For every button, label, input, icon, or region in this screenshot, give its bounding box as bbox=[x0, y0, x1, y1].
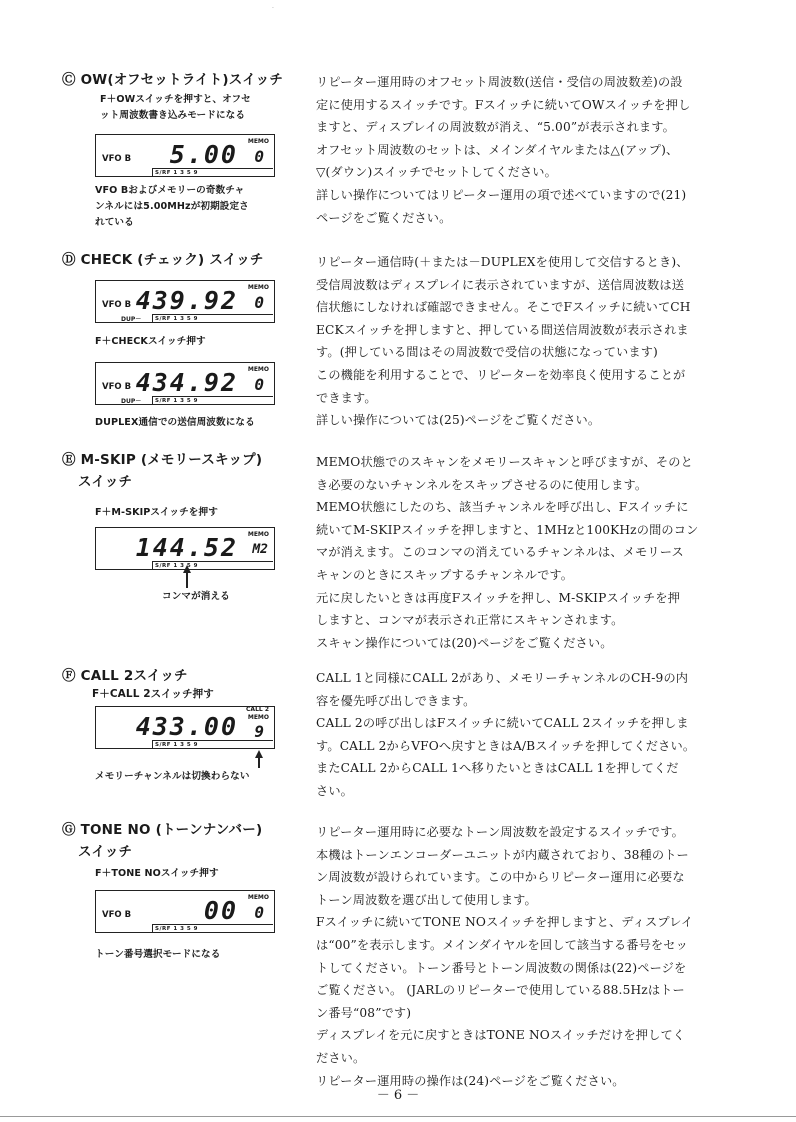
ow-note-line-1: VFO Bおよびメモリーの奇数チャ bbox=[95, 185, 245, 196]
lcd-channel: 0 bbox=[254, 375, 264, 394]
lcd-vfo-label: VFO B bbox=[102, 910, 132, 920]
body-line: す。(押している間はその周波数で受信の状態になっています) bbox=[316, 345, 658, 360]
body-line: 定に使用するスイッチです。Fスイッチに続いてOWスイッチを押し bbox=[316, 97, 691, 112]
mskip-switch-heading-2: スイッチ bbox=[78, 474, 133, 490]
body-line: 信状態にしなければ確認できません。そこでFスイッチに続いてCH bbox=[316, 300, 691, 315]
lcd-channel: 0 bbox=[254, 293, 264, 312]
lcd-frequency: 144.52 bbox=[135, 533, 238, 562]
lcd-memo-label: MEMO bbox=[247, 714, 269, 721]
lcd-channel: 9 bbox=[254, 722, 264, 741]
tone-no-switch-heading-2: スイッチ bbox=[78, 844, 133, 860]
body-line: 元に戻したいときは再度Fスイッチを押し、M-SKIPスイッチを押 bbox=[316, 590, 681, 605]
body-line: トーン周波数を選び出して使用します。 bbox=[316, 892, 537, 907]
ow-note-line-3: れている bbox=[95, 217, 134, 228]
body-line: リピーター通信時(＋または－DUPLEXを使用して交信するとき)、 bbox=[316, 255, 689, 269]
lcd-dup-label: DUP－ bbox=[121, 316, 142, 323]
body-line: ご覧ください。 (JARLのリピーターで使用している88.5Hzはトー bbox=[316, 983, 685, 998]
body-line: ン周波数が設けられています。この中からリピーター運用に必要な bbox=[316, 870, 685, 885]
call2-note: メモリーチャンネルは切換わらない bbox=[95, 771, 250, 782]
body-line: Fスイッチに続いてTONE NOスイッチを押しますと、ディスプレイ bbox=[316, 915, 694, 930]
body-line: キャンのときにスキップするチャンネルです。 bbox=[316, 567, 574, 582]
body-line: き必要のないチャンネルをスキップさせるのに使用します。 bbox=[316, 477, 648, 492]
lcd-frequency: 5.00 bbox=[169, 140, 238, 169]
lcd-channel: 0 bbox=[254, 147, 264, 166]
body-line: またCALL 2からCALL 1へ移りたいときはCALL 1を押してくだ bbox=[316, 761, 679, 776]
lcd-vfo-label: VFO B bbox=[102, 382, 132, 392]
ow-switch-heading: Ⓒ OW(オフセットライト)スイッチ bbox=[62, 72, 284, 88]
call2-lcd-display bbox=[95, 706, 275, 749]
lcd-vfo-label: VFO B bbox=[102, 300, 132, 310]
lcd-s-meter: S/RF 1 3 5 9 bbox=[152, 314, 273, 323]
body-line: さい。 bbox=[316, 783, 354, 798]
ow-caption-line-1: F＋OWスイッチを押すと、オフセ bbox=[100, 94, 251, 105]
mskip-lcd-display bbox=[95, 527, 275, 570]
body-line: 続いてM-SKIPスイッチを押しますと、1MHzと100KHzの間のコン bbox=[316, 522, 699, 537]
call2-caption: F＋CALL 2スイッチ押す bbox=[92, 688, 214, 700]
tone-no-caption: F＋TONE NOスイッチ押す bbox=[95, 868, 219, 879]
mskip-arrow-caption: コンマが消える bbox=[162, 591, 230, 602]
body-line: ECKスイッチを押しますと、押している間送信周波数が表示されま bbox=[316, 322, 689, 337]
tone-no-switch-heading: Ⓖ TONE NO (トーンナンバー) bbox=[62, 822, 263, 838]
check-lcd-display-1 bbox=[95, 280, 275, 323]
tone-no-note: トーン番号選択モードになる bbox=[95, 949, 221, 960]
lcd-memo-label: MEMO bbox=[247, 894, 269, 901]
arrow-shaft bbox=[186, 572, 188, 588]
ow-note-line-2: ンネルには5.00MHzが初期設定さ bbox=[95, 201, 249, 212]
tone-no-lcd-display bbox=[95, 890, 275, 933]
lcd-s-meter: S/RF 1 3 5 9 bbox=[152, 168, 273, 177]
body-line: スキャン操作については(20)ページをご覧ください。 bbox=[316, 635, 613, 650]
body-line: は“00”を表示します。メインダイヤルを回して該当する番号をセッ bbox=[316, 937, 688, 952]
body-line: しますと、コンマが表示され正常にスキャンされます。 bbox=[316, 613, 624, 628]
lcd-memo-label: MEMO bbox=[247, 366, 269, 373]
mskip-switch-heading: Ⓔ M-SKIP (メモリースキップ) bbox=[62, 452, 263, 468]
lcd-memo-label: MEMO bbox=[247, 531, 269, 538]
call2-switch-heading: Ⓕ CALL 2スイッチ bbox=[62, 668, 188, 684]
page-number: － 6 － bbox=[376, 1088, 420, 1103]
body-line: リピーター運用時のオフセット周波数(送信・受信の周波数差)の設 bbox=[316, 75, 683, 89]
lcd-dup-label: DUP－ bbox=[121, 398, 142, 405]
body-line: 本機はトーンエンコーダーユニットが内蔵されており、38種のトー bbox=[316, 847, 689, 862]
lcd-channel: M2 bbox=[252, 542, 268, 557]
body-line: ページをご覧ください。 bbox=[316, 210, 452, 225]
body-line: 容を優先呼び出しできます。 bbox=[316, 693, 476, 708]
lcd-s-meter: S/RF 1 3 5 9 bbox=[152, 740, 273, 749]
body-line: CALL 1と同様にCALL 2があり、メモリーチャンネルのCH-9の内 bbox=[316, 671, 689, 685]
body-line: リピーター運用時に必要なトーン周波数を設定するスイッチです。 bbox=[316, 825, 684, 839]
lcd-memo-label: MEMO bbox=[247, 284, 269, 291]
body-line: ▽(ダウン)スイッチでセットしてください。 bbox=[316, 165, 557, 180]
lcd-s-meter: S/RF 1 3 5 9 bbox=[152, 396, 273, 405]
lcd-memo-label: MEMO bbox=[247, 138, 269, 145]
lcd-s-meter: S/RF 1 3 5 9 bbox=[152, 561, 273, 570]
check-caption-1: F＋CHECKスイッチ押す bbox=[95, 336, 206, 347]
scan-artifact-dot: · bbox=[272, 5, 274, 12]
check-caption-2: DUPLEX通信での送信周波数になる bbox=[95, 417, 255, 428]
ow-lcd-display bbox=[95, 134, 275, 177]
lcd-channel: 0 bbox=[254, 903, 264, 922]
check-switch-heading: Ⓓ CHECK (チェック) スイッチ bbox=[62, 252, 264, 268]
lcd-frequency: 434.92 bbox=[135, 368, 238, 397]
arrow-shaft bbox=[258, 757, 260, 768]
lcd-vfo-label: VFO B bbox=[102, 154, 132, 164]
body-line: 受信周波数はディスプレイに表示されていますが、送信周波数は送 bbox=[316, 277, 685, 292]
lcd-frequency: 439.92 bbox=[135, 286, 238, 315]
body-line: 詳しい操作については(25)ページをご覧ください。 bbox=[316, 413, 601, 428]
call2-body-text bbox=[316, 667, 746, 803]
ow-caption-line-2: ット周波数書き込みモードになる bbox=[100, 110, 246, 121]
body-line: ン番号“08”です) bbox=[316, 1005, 412, 1020]
body-line: す。CALL 2からVFOへ戻すときはA/Bスイッチを押してください。 bbox=[316, 738, 696, 753]
lcd-frequency: 433.00 bbox=[135, 712, 238, 741]
check-body-text bbox=[316, 251, 746, 432]
body-line: 詳しい操作についてはリピーター運用の項で述べていますので(21) bbox=[316, 187, 687, 202]
body-line: トしてください。トーン番号とトーン周波数の関係は(22)ページを bbox=[316, 960, 687, 975]
bottom-divider bbox=[0, 1116, 796, 1117]
body-line: この機能を利用することで、リピーターを効率良く使用することが bbox=[316, 367, 686, 382]
body-line: リピーター運用時の操作は(24)ページをご覧ください。 bbox=[316, 1073, 625, 1088]
body-line: MEMO状態にしたのち、該当チャンネルを呼び出し、Fスイッチに bbox=[316, 500, 689, 515]
check-lcd-display-2 bbox=[95, 362, 275, 405]
body-line: オフセット周波数のセットは、メインダイヤルまたは△(アップ)、 bbox=[316, 142, 679, 157]
lcd-frequency: 00 bbox=[203, 896, 238, 925]
body-line: MEMO状態でのスキャンをメモリースキャンと呼びますが、そのと bbox=[316, 455, 693, 469]
body-line: ディスプレイを元に戻すときはTONE NOスイッチだけを押してく bbox=[316, 1028, 686, 1043]
lcd-call2-label: CALL 2 bbox=[246, 706, 269, 713]
body-line: できます。 bbox=[316, 390, 377, 405]
mskip-body-text bbox=[316, 451, 746, 654]
body-line: CALL 2の呼び出しはFスイッチに続いてCALL 2スイッチを押しま bbox=[316, 716, 689, 731]
body-line: ださい。 bbox=[316, 1050, 366, 1065]
tone-no-body-text bbox=[316, 821, 746, 1092]
body-line: ますと、ディスプレイの周波数が消え、“5.00”が表示されます。 bbox=[316, 120, 675, 135]
ow-body-text bbox=[316, 71, 746, 229]
lcd-s-meter: S/RF 1 3 5 9 bbox=[152, 924, 273, 933]
body-line: マが消えます。このコンマの消えているチャンネルは、メモリース bbox=[316, 545, 684, 560]
mskip-caption: F＋M-SKIPスイッチを押す bbox=[95, 507, 218, 518]
